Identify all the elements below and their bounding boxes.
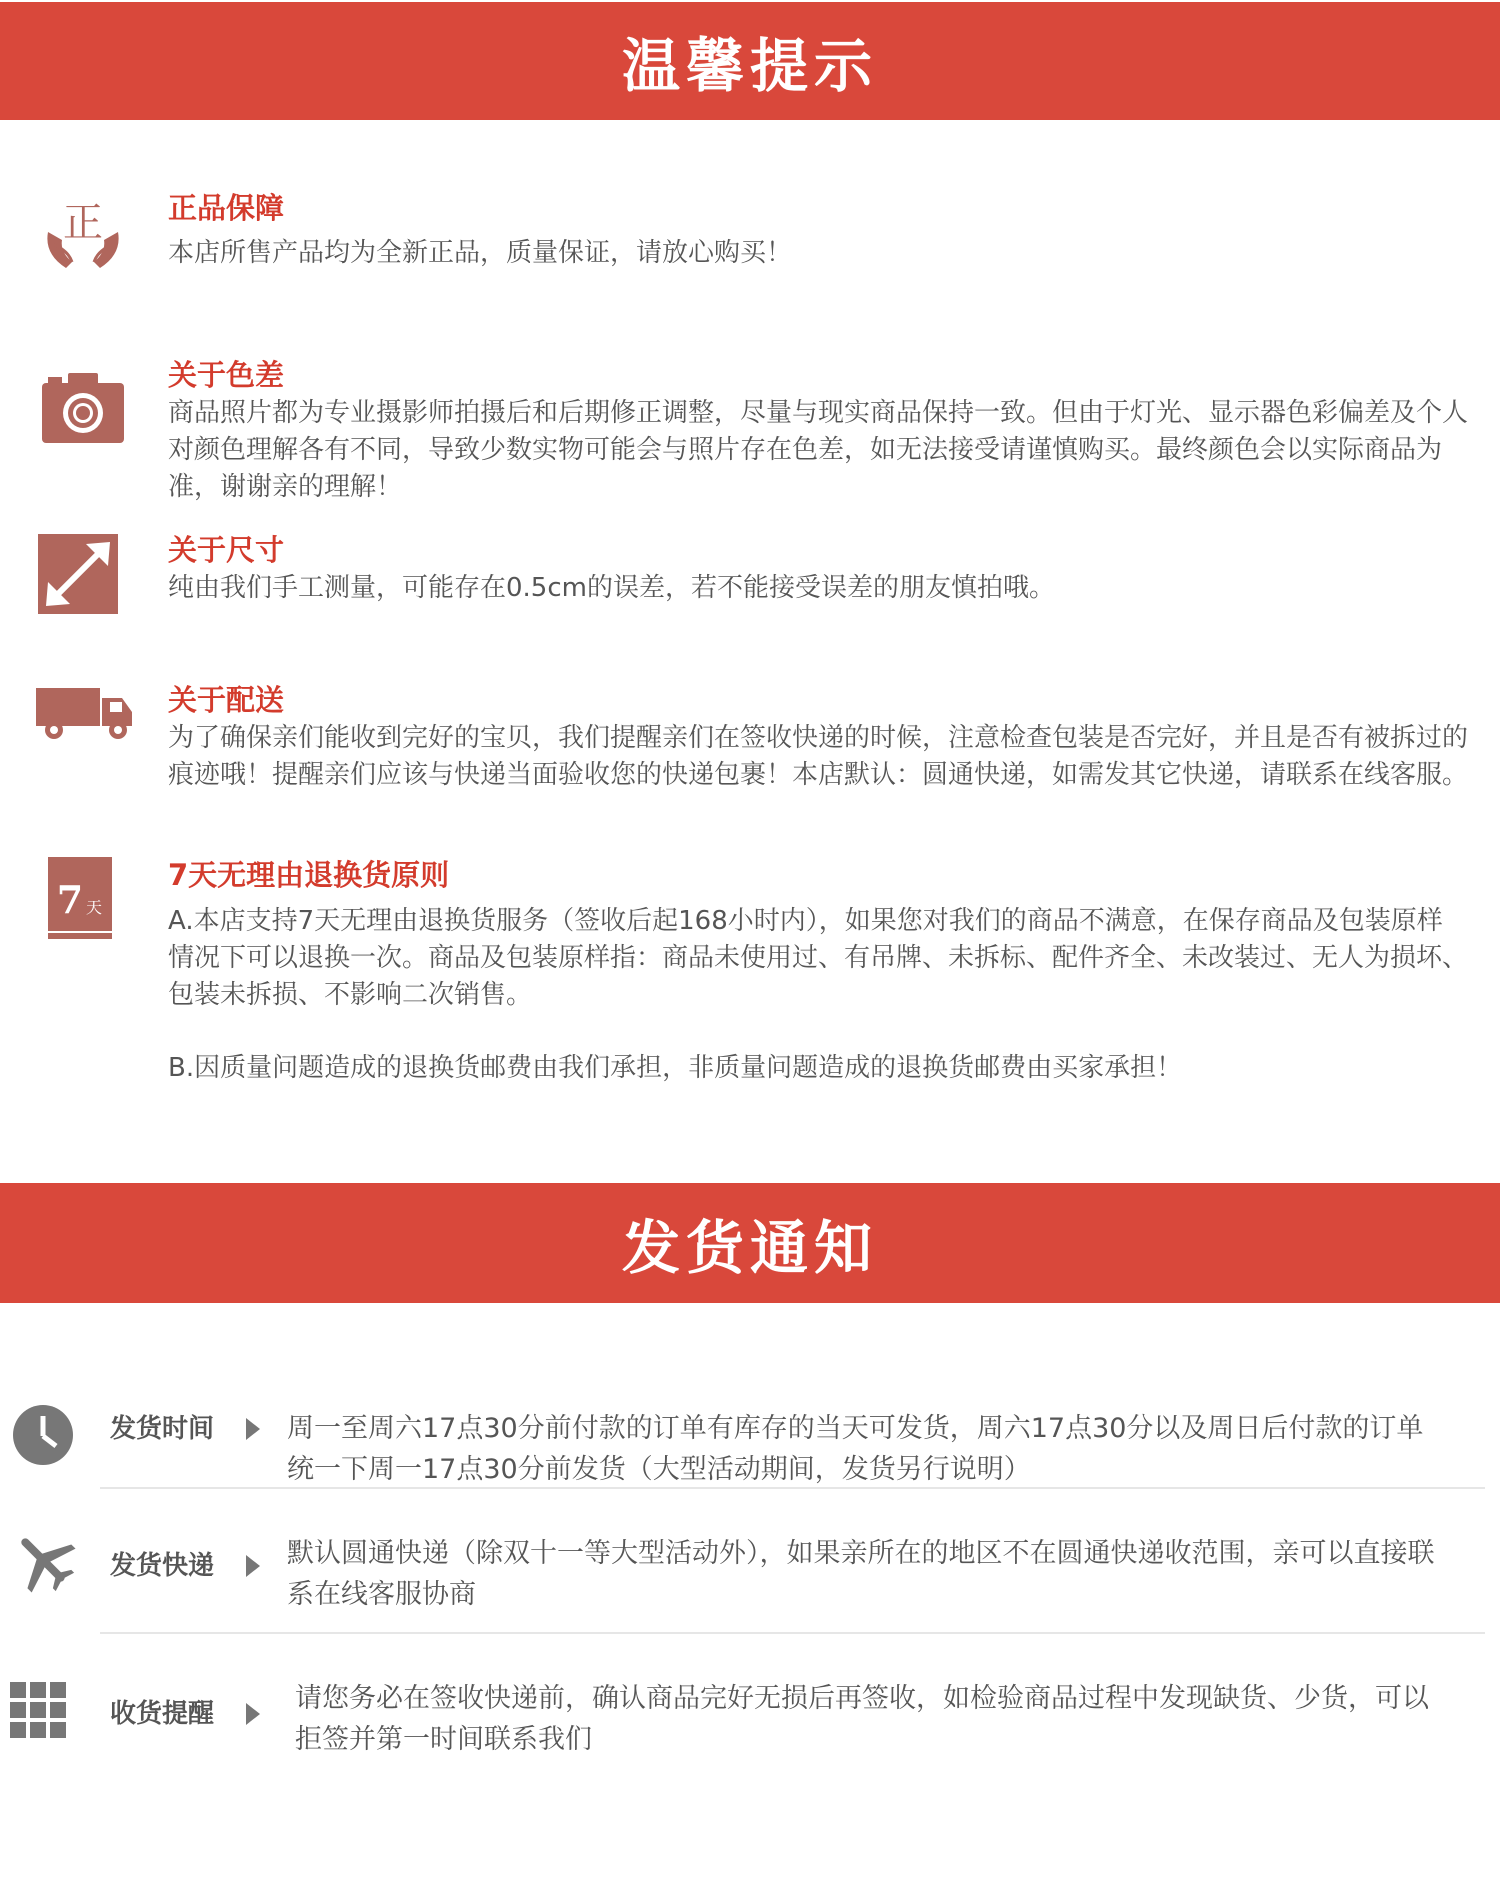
tip-color	[0, 357, 1500, 507]
shipping-label: 收货提醒	[110, 1699, 215, 1729]
shipping-text: 请您务必在签收快递前，确认商品完好无损后再签收，如检验商品过程中发现缺货、少货，可以拒签并第一时间联系我们	[295, 1683, 1429, 1755]
shipping-label: 发货快递	[110, 1551, 215, 1581]
tip-body: A.本店支持7天无理由退换货服务（签收后起168小时内），如果您对我们的商品不满意，在保存商品及包装原样情况下可以退换一次。商品及包装原样指：商品未使用过、有吊牌、未拆标、配件齐全、未改装过、无人为损坏、包装未拆损、不影响二次销售。 B.因质量问题造成的退换货邮费由我们承担，非质量问题造成的退换货邮费由买家承担！	[168, 906, 1469, 1083]
row-divider	[100, 1487, 1485, 1489]
shipping-row-courier	[0, 1525, 1500, 1625]
shipping-row-time	[0, 1400, 1500, 1495]
tip-title: 7天无理由退换货原则	[168, 858, 450, 892]
tip-title: 正品保障	[168, 191, 285, 225]
tip-body: 为了确保亲们能收到完好的宝贝，我们提醒亲们在签收快递的时候，注意检查包装是否完好，并且是否有被拆过的痕迹哦！提醒亲们应该与快递当面验收您的快递包裹！本店默认：圆通快递，如需发其它快递，请联系在线客服。	[168, 723, 1469, 790]
shipping-text: 周一至周六17点30分前付款的订单有库存的当天可发货，周六17点30分以及周日后付款的订单统一下周一17点30分前发货（大型活动期间，发货另行说明）	[287, 1413, 1424, 1485]
tip-title: 关于色差	[168, 358, 285, 392]
tip-genuine	[0, 190, 1500, 290]
grid-icon	[8, 1680, 78, 1750]
tip-title: 关于尺寸	[168, 533, 285, 567]
caret-right-icon	[246, 1418, 260, 1440]
shipping-title: 发货通知	[621, 1214, 878, 1282]
shipping-row-receipt	[0, 1670, 1500, 1770]
tip-body: 商品照片都为专业摄影师拍摄后和后期修正调整，尽量与现实商品保持一致。但由于灯光、显示器色彩偏差及个人对颜色理解各有不同，导致少数实物可能会与照片存在色差，如无法接受请谨慎购买。最终颜色会以实际商品为准，谢谢亲的理解！	[168, 398, 1469, 502]
tip-body: 纯由我们手工测量，可能存在0.5cm的误差，若不能接受误差的朋友慎拍哦。	[168, 573, 1055, 603]
seven-day-calendar-icon	[46, 857, 116, 943]
svg-text:正: 正	[63, 200, 103, 246]
caret-right-icon	[246, 1555, 260, 1577]
tip-returns	[0, 857, 1500, 1097]
notice-banner	[0, 2, 1500, 120]
camera-icon	[38, 367, 128, 457]
svg-text:7: 7	[56, 877, 84, 922]
shipping-banner	[0, 1183, 1500, 1303]
caret-right-icon	[246, 1703, 260, 1725]
shipping-label: 发货时间	[110, 1414, 215, 1444]
notice-title: 温馨提示	[621, 32, 878, 100]
tip-delivery	[0, 682, 1500, 832]
genuine-hands-icon	[38, 192, 128, 282]
airplane-icon	[8, 1525, 78, 1595]
svg-text:天: 天	[85, 898, 103, 917]
tip-body: 本店所售产品均为全新正品，质量保证，请放心购买！	[168, 238, 793, 268]
tip-size	[0, 532, 1500, 632]
shipping-text: 默认圆通快递（除双十一等大型活动外），如果亲所在的地区不在圆通快递收范围，亲可以直接联系在线客服协商	[287, 1538, 1435, 1610]
clock-icon	[8, 1400, 78, 1470]
row-divider	[100, 1632, 1485, 1634]
truck-icon	[36, 682, 136, 772]
tip-title: 关于配送	[168, 683, 285, 717]
resize-arrow-icon	[38, 534, 128, 624]
